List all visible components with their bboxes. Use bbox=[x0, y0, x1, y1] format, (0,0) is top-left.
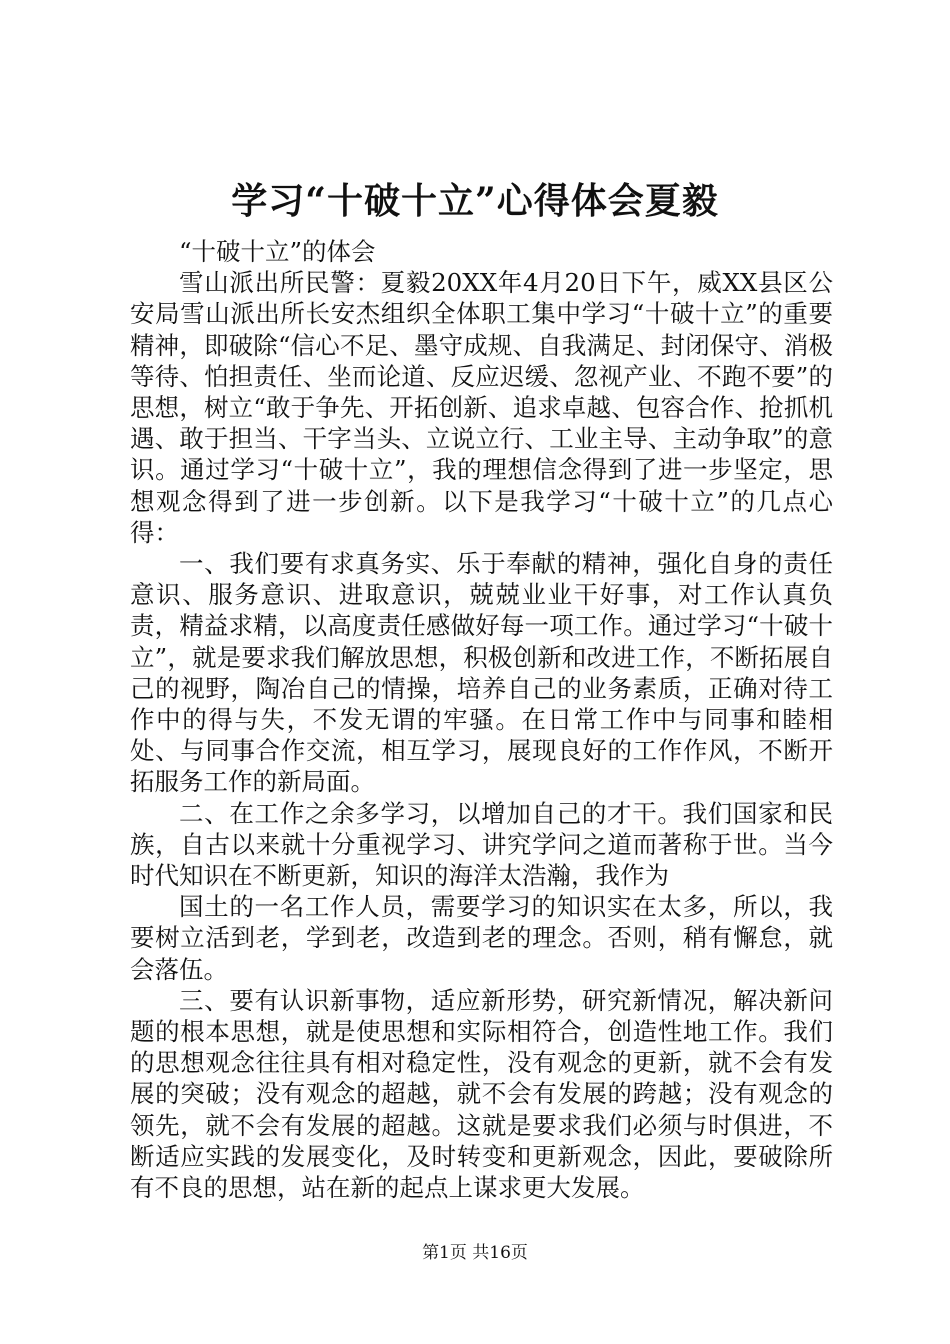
paragraph-point-3: 三、要有认识新事物，适应新形势，研究新情况，解决新问题的根本思想，就是使思想和实际相符合，创造性地工作。我们的思想观念往往具有相对稳定性，没有观念的更新，就不会有发展的突破；没有观念的超越，就不会有发展的跨越；没有观念的领先，就不会有发展的超越。这就是要求我们必须与时俱进，不断适应实践的发展变化，及时转变和更新观念，因此，要破除所有不良的思想，站在新的起点上谋求更大发展。 bbox=[130, 985, 833, 1203]
document-title: 学习“十破十立”心得体会夏毅 bbox=[231, 180, 719, 222]
paragraph-intro: 雪山派出所民警：夏毅20XX年4月20日下午，威XX县区公安局雪山派出所长安杰组织全体职工集中学习“十破十立”的重要精神，即破除“信心不足、墨守成规、自我满足、封闭保守、消极等待、怕担责任、坐而论道、反应迟缓、忽视产业、不跑不要”的思想，树立“敢于争先、开拓创新、追求卓越、包容合作、抢抓机遇、敢于担当、干字当头、立说立行、工业主导、主动争取”的意识。通过学习“十破十立”，我的理想信念得到了进一步坚定，思想观念得到了进一步创新。以下是我学习“十破十立”的几点心得： bbox=[130, 268, 833, 547]
paragraph-point-2: 二、在工作之余多学习，以增加自己的才干。我们国家和民族，自古以来就十分重视学习、讲究学问之道而著称于世。当今时代知识在不断更新，知识的海洋太浩瀚，我作为 bbox=[130, 798, 833, 891]
paragraph-point-1: 一、我们要有求真务实、乐于奉献的精神，强化自身的责任意识、服务意识、进取意识，兢兢业业干好事，对工作认真负责，精益求精，以高度责任感做好每一项工作。通过学习“十破十立”，就是要求我们解放思想，积极创新和改进工作，不断拓展自己的视野，陶冶自己的情操，培养自己的业务素质，正确对待工作中的得与失，不发无谓的牢骚。在日常工作中与同事和睦相处、与同事合作交流，相互学习，展现良好的工作作风，不断开拓服务工作的新局面。 bbox=[130, 549, 833, 797]
page-number-footer: 第1页 共16页 bbox=[422, 1243, 528, 1263]
document-subtitle: “十破十立”的体会 bbox=[179, 237, 376, 266]
paragraph-point-2-continued: 国土的一名工作人员，需要学习的知识实在太多，所以，我要树立活到老，学到老，改造到老的理念。否则，稍有懈怠，就会落伍。 bbox=[130, 892, 833, 984]
document-body bbox=[130, 236, 833, 1203]
